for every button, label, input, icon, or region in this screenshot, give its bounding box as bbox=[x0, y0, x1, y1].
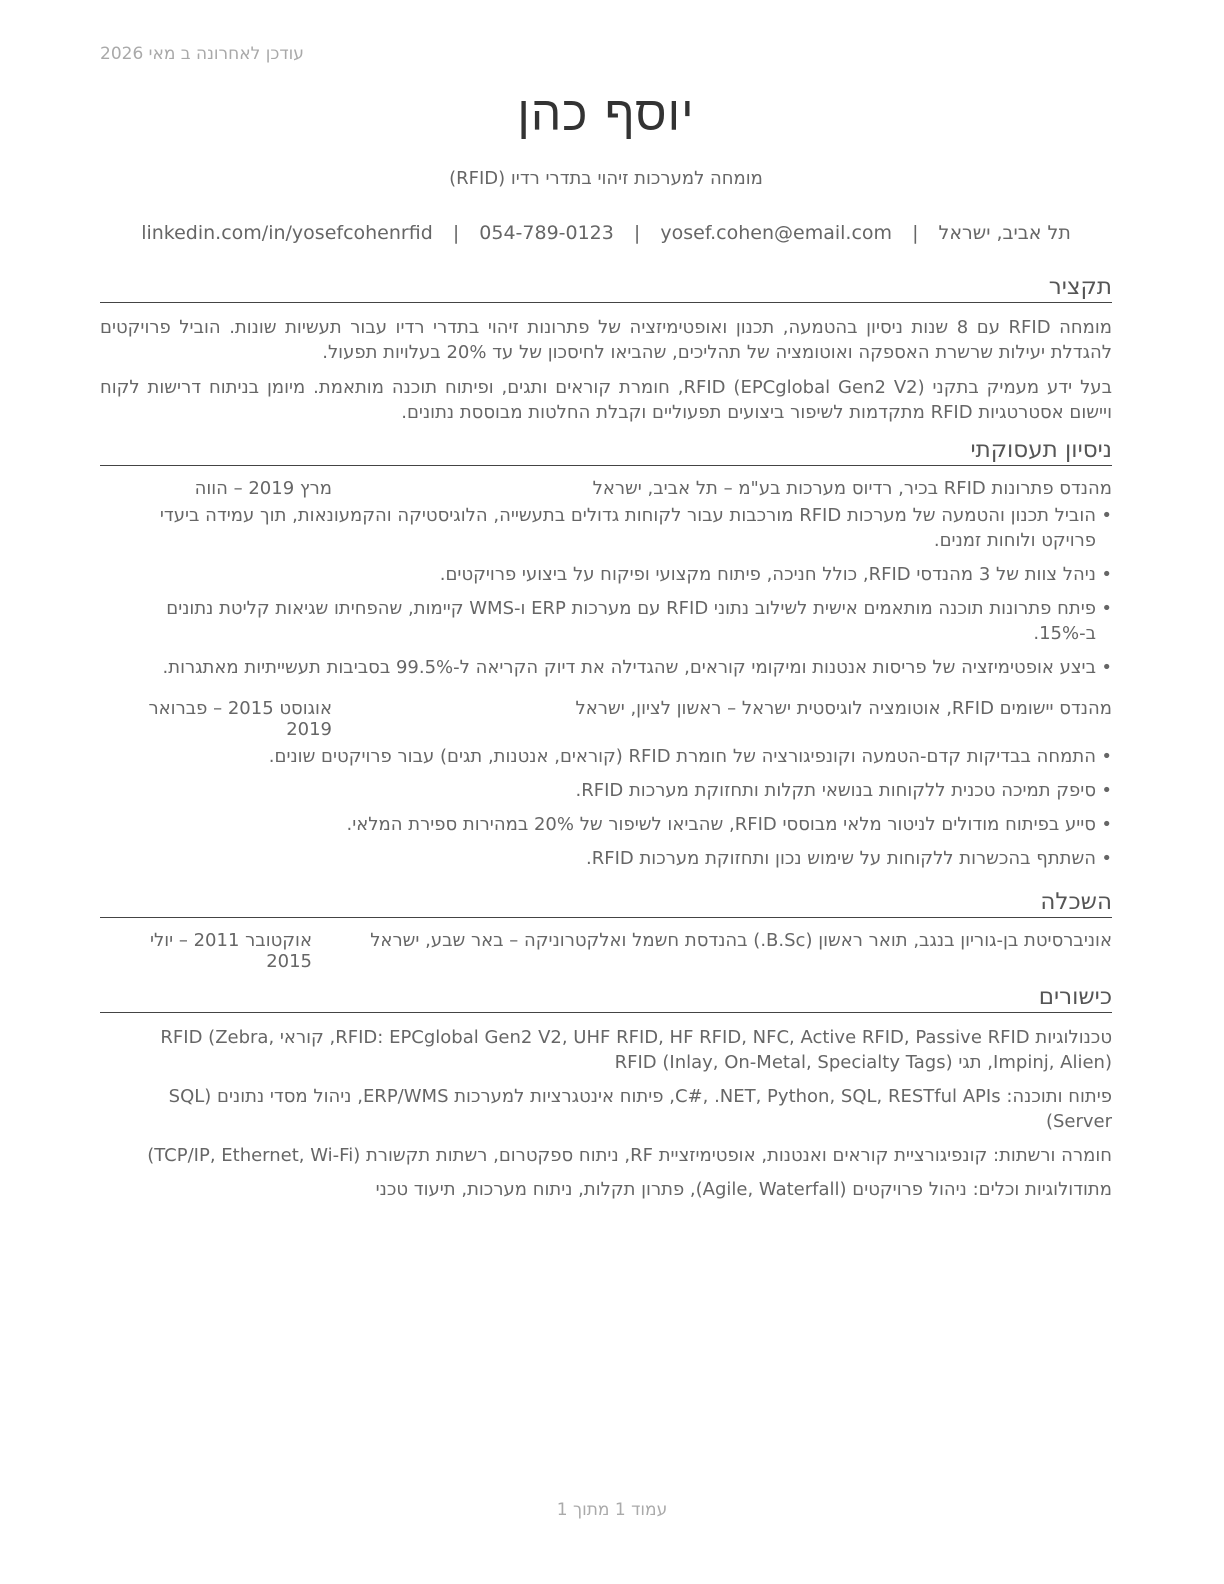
experience-section bbox=[100, 437, 1112, 871]
job-header bbox=[100, 698, 1112, 740]
skills-line: פיתוח ותוכנה: C#, .NET, Python, SQL, RESTful APIs, פיתוח אינטגרציות למערכות ERP/WMS, ניהול מסדי נתונים (SQL Server) bbox=[168, 1086, 1112, 1132]
job-bullet: • פיתח פתרונות תוכנה מותאמים אישית לשילוב נתוני RFID עם מערכות ERP ו-WMS קיימות, שהפחיתו שגיאות קליטת נתונים ב-15%. bbox=[100, 596, 1112, 646]
job-bullet: • סייע בפיתוח מודולים לניטור מלאי מבוססי RFID, שהביאו לשיפור של 20% במהירות ספירת המלאי. bbox=[100, 812, 1112, 837]
contact-separator: | bbox=[912, 222, 919, 244]
contact-separator: | bbox=[452, 222, 460, 244]
contact-linkedin[interactable]: linkedin.com/in/yosefcohenrfid bbox=[141, 222, 433, 244]
skills-line: טכנולוגיות RFID: EPCglobal Gen2 V2, UHF RFID, HF RFID, NFC, Active RFID, Passive RFID, קוראי RFID (Zebra, Impinj, Alien), תגי RFID (Inlay, On-Metal, Specialty Tags) bbox=[160, 1027, 1112, 1073]
job-bullets bbox=[100, 503, 1112, 680]
job-bullet: • ביצע אופטימיזציה של פריסות אנטנות ומיקומי קוראים, שהגדילה את דיוק הקריאה ל-99.5% בסביבות תעשייתיות מאתגרות. bbox=[100, 655, 1112, 680]
job-dates: אוגוסט 2015 – פברואר 2019 bbox=[148, 698, 332, 740]
contact-separator: | bbox=[633, 222, 641, 244]
job-bullet: • התמחה בבדיקות קדם-הטמעה וקונפיגורציה של חומרת RFID (קוראים, אנטנות, תגים) עבור פרויקטים שונים. bbox=[100, 744, 1112, 769]
summary-paragraph: מומחה RFID עם 8 שנות ניסיון בהטמעה, תכנון ואופטימיזציה של פתרונות זיהוי בתדרי רדיו עבור תעשיות שונות. הוביל פרויקטים להגדלת יעילות שרשרת האספקה ואוטומציה של תהליכים, שהביאו לחיסכון של עד 20% בעלויות תפעול. bbox=[100, 317, 1113, 363]
education-entry bbox=[100, 930, 1112, 972]
summary-section bbox=[100, 274, 1112, 425]
page-number-footer: עמוד 1 מתוך 1 bbox=[556, 1500, 668, 1520]
education-dates: אוקטובר 2011 – יולי 2015 bbox=[149, 930, 312, 972]
experience-title: ניסיון תעסוקתי bbox=[100, 437, 1112, 466]
job-bullet: • סיפק תמיכה טכנית ללקוחות בנושאי תקלות ותחזוקת מערכות RFID. bbox=[100, 778, 1112, 803]
education-title: השכלה bbox=[100, 889, 1112, 918]
job-header bbox=[100, 478, 1112, 499]
job-entry bbox=[100, 698, 1112, 871]
education-section bbox=[100, 889, 1112, 972]
skills-title: כישורים bbox=[100, 984, 1112, 1013]
last-updated-note: עודכן לאחרונה ב מאי 2026 bbox=[100, 44, 304, 64]
job-title: מהנדס פתרונות RFID בכיר, רדיוס מערכות בע"מ – תל אביב, ישראל bbox=[592, 478, 1112, 499]
job-bullet: • ניהל צוות של 3 מהנדסי RFID, כולל חניכה, פיתוח מקצועי ופיקוח על ביצועי פרויקטים. bbox=[100, 562, 1112, 587]
job-entry bbox=[100, 478, 1112, 680]
skills-line: מתודולוגיות וכלים: ניהול פרויקטים (Agile, Waterfall), פתרון תקלות, ניתוח מערכות, תיעוד טכני bbox=[375, 1179, 1112, 1200]
job-bullet: • הוביל תכנון והטמעה של מערכות RFID מורכבות עבור לקוחות גדולים בתעשייה, הלוגיסטיקה והקמעונאות, תוך עמידה ביעדי פרויקט ולוחות זמנים. bbox=[100, 503, 1112, 553]
resume-content bbox=[100, 274, 1112, 1214]
candidate-name: יוסף כהן bbox=[517, 86, 695, 142]
candidate-tagline: מומחה למערכות זיהוי בתדרי רדיו (RFID) bbox=[449, 168, 763, 189]
summary-title: תקציר bbox=[100, 274, 1112, 303]
contact-line bbox=[100, 222, 1112, 244]
job-bullet: • השתתף בהכשרות ללקוחות על שימוש נכון ותחזוקת מערכות RFID. bbox=[100, 846, 1112, 871]
skills-line: חומרה ורשתות: קונפיגורציית קוראים ואנטנות, אופטימיזציית RF, ניתוח ספקטרום, רשתות תקשורת (TCP/IP, Ethernet, Wi-Fi) bbox=[147, 1145, 1112, 1166]
contact-location: תל אביב, ישראל bbox=[938, 222, 1071, 244]
job-dates: מרץ 2019 – הווה bbox=[194, 478, 332, 499]
job-title: מהנדס יישומים RFID, אוטומציה לוגיסטית ישראל – ראשון לציון, ישראל bbox=[575, 698, 1112, 719]
contact-phone[interactable]: 054-789-0123 bbox=[479, 222, 614, 244]
contact-email[interactable]: yosef.cohen@email.com bbox=[660, 222, 893, 244]
job-bullets bbox=[100, 744, 1112, 871]
education-text: אוניברסיטת בן-גוריון בנגב, תואר ראשון (B.Sc.) בהנדסת חשמל ואלקטרוניקה – באר שבע, ישראל bbox=[370, 930, 1112, 951]
summary-paragraph: בעל ידע מעמיק בתקני RFID (EPCglobal Gen2 V2), חומרת קוראים ותגים, ופיתוח תוכנה מותאמת. מיומן בניתוח דרישות לקוח ויישום אסטרטגיות RFID מתקדמות לשיפור ביצועים תפעוליים וקבלת החלטות מבוססת נתונים. bbox=[100, 377, 1112, 423]
skills-section bbox=[100, 984, 1112, 1202]
